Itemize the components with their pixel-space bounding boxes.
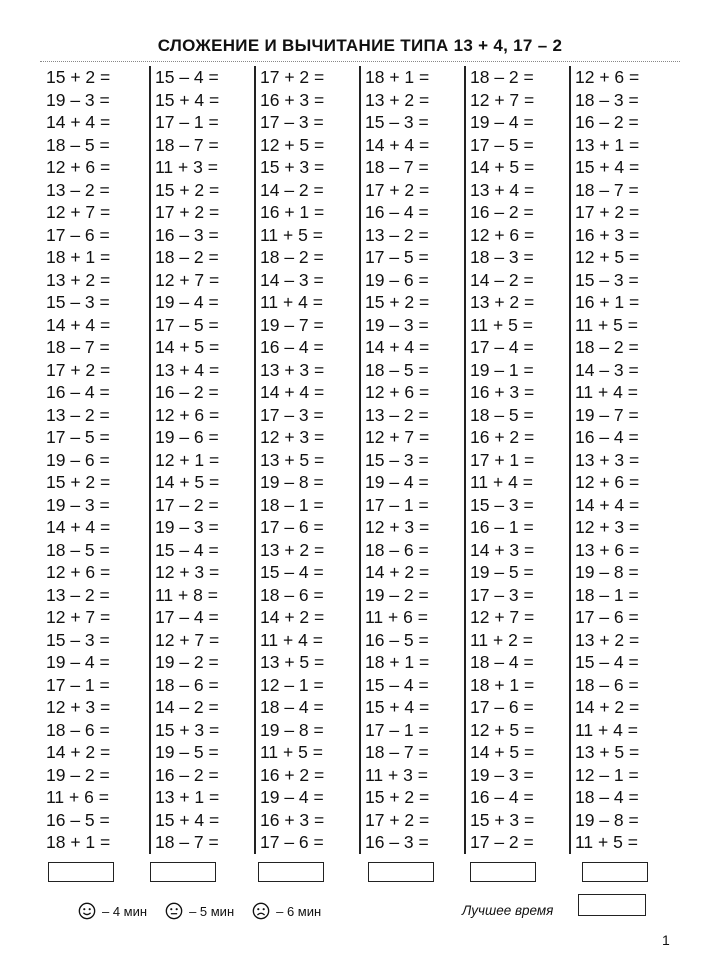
exercise-item: 18 – 4 = [470,652,534,672]
exercise-item: 12 + 5 = [575,247,640,267]
exercise-item: 16 + 3 = [260,89,325,110]
exercise-item: 18 – 3 = [575,89,639,110]
exercise-item: 14 + 4 = [46,112,111,132]
exercise-item: 18 – 5 = [46,539,110,560]
exercise-item: 13 + 1 = [575,134,640,155]
exercise-item: 15 – 4 = [155,539,219,560]
exercise-item: 18 – 4 = [260,697,324,717]
column-time-box-2[interactable] [150,862,216,882]
exercise-item: 19 – 8 = [260,472,324,492]
exercise-item: 16 – 4 = [46,382,110,402]
exercise-item: 18 – 4 = [575,787,639,807]
exercise-item: 17 + 2 = [575,202,640,222]
exercise-item: 17 – 6 = [260,517,324,537]
exercise-item: 18 – 6 = [46,719,110,740]
exercise-item: 15 – 4 = [575,652,639,672]
exercise-item: 14 + 2 = [365,562,430,582]
exercise-item: 14 + 4 = [46,517,111,537]
column-time-box-5[interactable] [470,862,536,882]
exercise-item: 19 – 4 = [365,472,429,492]
exercise-item: 12 + 3 = [365,517,430,537]
exercise-item: 11 + 5 = [260,742,323,762]
exercise-item: 15 – 4 = [155,67,219,87]
exercise-item: 12 + 6 = [575,472,640,492]
exercise-item: 16 – 2 = [575,112,639,132]
exercise-item: 14 – 2 = [470,269,534,290]
exercise-item: 19 – 5 = [470,562,534,582]
exercise-item: 18 – 5 = [46,134,110,155]
exercise-column-2 [149,66,254,854]
exercise-item: 18 – 2 = [575,337,639,357]
exercise-item: 18 – 7 = [46,337,110,357]
exercise-item: 13 + 5 = [260,449,325,470]
exercise-item: 19 – 3 = [365,314,429,335]
exercise-item: 18 – 3 = [470,247,534,267]
exercise-item: 16 – 3 = [155,224,219,245]
exercise-item: 13 + 2 = [575,629,640,650]
answer-boxes [0,862,720,884]
exercise-column-4 [359,66,464,854]
exercise-item: 13 + 1 = [155,787,220,807]
exercise-item: 14 + 2 = [260,607,325,627]
exercise-item: 19 – 7 = [260,314,324,335]
exercise-item: 12 + 5 = [470,719,535,740]
legend-text: – 5 мин [189,903,235,919]
column-time-box-1[interactable] [48,862,114,882]
exercise-column-6 [569,66,674,854]
exercise-item: 18 – 1 = [575,584,639,605]
exercise-item: 15 + 3 = [470,809,535,830]
exercise-item: 15 + 2 = [365,292,430,312]
exercise-item: 18 – 6 = [155,674,219,695]
exercise-item: 19 – 6 = [46,449,110,470]
exercise-item: 19 – 6 = [155,427,219,447]
exercise-item: 18 – 7 = [365,157,429,177]
exercise-item: 16 – 2 = [470,202,534,222]
exercise-item: 12 – 1 = [260,674,324,695]
exercise-item: 17 – 2 = [155,494,219,515]
exercise-item: 12 + 7 = [155,629,220,650]
exercise-item: 14 + 4 = [260,382,325,402]
exercise-item: 12 + 6 = [365,382,430,402]
exercise-item: 13 + 4 = [155,359,220,380]
exercise-item: 12 + 7 = [365,427,430,447]
time-legend [78,898,339,924]
exercise-item: 12 + 5 = [260,134,325,155]
exercise-item: 19 – 2 = [46,764,110,785]
exercise-item: 19 – 1 = [470,359,534,380]
exercise-item: 14 + 5 = [155,337,220,357]
exercise-item: 12 + 6 = [46,157,111,177]
legend-item-6min [252,902,321,920]
exercise-item: 13 – 2 = [365,404,429,425]
exercise-item: 18 + 1 = [46,247,111,267]
exercise-item: 18 – 2 = [155,247,219,267]
exercise-item: 17 – 1 = [365,719,429,740]
exercise-item: 12 + 6 = [155,404,220,425]
exercise-item: 11 + 4 = [575,719,638,740]
exercise-column-3 [254,66,359,854]
exercise-item: 17 – 6 = [260,832,324,852]
exercise-item: 17 – 1 = [155,112,219,132]
exercise-item: 15 + 2 = [46,67,111,87]
legend-text: – 4 мин [102,903,148,919]
exercise-item: 14 – 2 = [155,697,219,717]
legend-item-5min [165,902,234,920]
exercise-item: 15 + 4 = [575,157,640,177]
exercise-item: 12 + 6 = [46,562,111,582]
exercise-item: 19 – 3 = [155,517,219,537]
legend-text: – 6 мин [276,903,322,919]
sad-face-icon [252,902,270,920]
exercise-item: 13 + 2 = [46,269,111,290]
exercise-item: 15 + 2 = [155,179,220,200]
exercise-item: 17 – 5 = [470,134,534,155]
neutral-face-icon [165,902,183,920]
exercise-item: 19 – 4 = [470,112,534,132]
exercise-item: 13 – 2 = [365,224,429,245]
exercise-item: 12 + 3 = [260,427,325,447]
exercise-item: 15 + 4 = [155,89,220,110]
exercise-item: 15 – 3 = [46,292,110,312]
exercise-item: 13 – 2 = [46,584,110,605]
exercise-item: 13 + 3 = [260,359,325,380]
exercise-item: 13 + 3 = [575,449,640,470]
exercise-item: 14 + 5 = [155,472,220,492]
exercise-item: 18 + 1 = [470,674,535,695]
exercise-item: 11 + 5 = [575,314,638,335]
exercise-item: 19 – 6 = [365,269,429,290]
exercise-item: 18 – 6 = [365,539,429,560]
exercise-item: 19 – 3 = [46,494,110,515]
exercise-item: 18 – 2 = [260,247,324,267]
exercise-item: 12 + 3 = [46,697,111,717]
exercise-item: 15 – 3 = [470,494,534,515]
exercise-item: 16 – 5 = [46,809,110,830]
exercise-item: 13 + 2 = [260,539,325,560]
exercise-item: 17 + 2 = [155,202,220,222]
exercise-item: 17 – 3 = [260,112,324,132]
exercise-item: 13 + 6 = [575,539,640,560]
exercise-item: 16 – 2 = [155,764,219,785]
exercise-item: 17 + 2 = [365,809,430,830]
exercise-item: 18 – 1 = [260,494,324,515]
exercise-item: 13 – 2 = [46,404,110,425]
exercise-item: 15 – 4 = [260,562,324,582]
exercise-item: 15 + 4 = [155,809,220,830]
exercise-item: 12 + 6 = [575,67,640,87]
exercise-item: 12 + 7 = [470,607,535,627]
exercise-item: 12 – 1 = [575,764,639,785]
exercise-item: 16 + 3 = [260,809,325,830]
exercise-item: 15 + 2 = [46,472,111,492]
exercise-item: 19 – 8 = [575,809,639,830]
exercise-item: 16 – 2 = [155,382,219,402]
exercise-item: 15 – 3 = [46,629,110,650]
exercise-item: 14 + 4 = [46,314,111,335]
exercise-item: 18 – 5 = [365,359,429,380]
exercise-item: 19 – 4 = [260,787,324,807]
exercise-item: 16 + 1 = [260,202,325,222]
exercise-item: 18 – 6 = [260,584,324,605]
exercise-item: 15 + 3 = [260,157,325,177]
exercise-item: 17 – 2 = [470,832,534,852]
exercise-item: 13 – 2 = [46,179,110,200]
exercise-item: 12 + 7 = [46,202,111,222]
exercise-item: 17 + 2 = [365,179,430,200]
exercise-item: 17 – 3 = [470,584,534,605]
exercise-item: 18 + 1 = [365,652,430,672]
exercise-item: 11 + 8 = [155,584,218,605]
exercise-item: 12 + 1 = [155,449,220,470]
exercise-item: 16 – 1 = [470,517,534,537]
exercise-item: 15 + 2 = [365,787,430,807]
exercise-item: 14 + 4 = [365,337,430,357]
exercise-column-5 [464,66,569,854]
column-time-box-6[interactable] [582,862,648,882]
exercise-item: 15 – 3 = [365,112,429,132]
exercise-item: 17 – 4 = [470,337,534,357]
exercise-item: 16 – 4 = [470,787,534,807]
exercise-item: 19 – 3 = [46,89,110,110]
exercise-item: 19 – 8 = [260,719,324,740]
exercise-item: 18 + 1 = [46,832,111,852]
exercise-item: 15 – 4 = [365,674,429,695]
exercise-grid [44,66,674,854]
exercise-item: 16 + 2 = [260,764,325,785]
exercise-item: 14 + 5 = [470,157,535,177]
best-time-label: Лучшее время [462,903,554,918]
exercise-item: 14 – 3 = [260,269,324,290]
exercise-item: 17 + 1 = [470,449,535,470]
exercise-item: 14 + 4 = [365,134,430,155]
exercise-item: 17 – 1 = [46,674,110,695]
exercise-item: 16 + 3 = [575,224,640,245]
exercise-item: 15 – 3 = [575,269,639,290]
page-number: 1 [662,932,670,948]
exercise-item: 13 + 5 = [575,742,640,762]
exercise-item: 12 + 3 = [155,562,220,582]
column-time-box-4[interactable] [368,862,434,882]
exercise-item: 17 – 3 = [260,404,324,425]
exercise-item: 17 + 2 = [46,359,111,380]
exercise-item: 16 – 5 = [365,629,429,650]
exercise-item: 11 + 3 = [365,764,428,785]
exercise-item: 11 + 4 = [260,629,323,650]
exercise-item: 14 + 2 = [575,697,640,717]
exercise-item: 11 + 6 = [46,787,109,807]
exercise-item: 14 + 5 = [470,742,535,762]
exercise-item: 16 – 3 = [365,832,429,852]
best-time-box[interactable] [578,894,646,916]
exercise-item: 19 – 7 = [575,404,639,425]
smile-face-icon [78,902,96,920]
exercise-item: 17 – 5 = [365,247,429,267]
exercise-item: 12 + 7 = [470,89,535,110]
exercise-item: 11 + 5 = [575,832,638,852]
exercise-item: 17 + 2 = [260,67,325,87]
title-divider [40,61,680,62]
exercise-item: 11 + 2 = [470,629,533,650]
exercise-item: 13 + 4 = [470,179,535,200]
legend-item-4min [78,902,147,920]
exercise-item: 11 + 6 = [365,607,428,627]
exercise-item: 19 – 5 = [155,742,219,762]
exercise-item: 16 + 2 = [470,427,535,447]
exercise-item: 19 – 2 = [155,652,219,672]
exercise-item: 14 + 3 = [470,539,535,560]
exercise-item: 13 + 2 = [365,89,430,110]
exercise-item: 12 + 7 = [46,607,111,627]
exercise-item: 17 – 5 = [46,427,110,447]
exercise-item: 14 – 3 = [575,359,639,380]
exercise-item: 17 – 6 = [46,224,110,245]
exercise-item: 19 – 8 = [575,562,639,582]
exercise-item: 17 – 6 = [575,607,639,627]
exercise-item: 19 – 4 = [46,652,110,672]
exercise-item: 17 – 4 = [155,607,219,627]
exercise-item: 13 + 2 = [470,292,535,312]
exercise-item: 18 + 1 = [365,67,430,87]
exercise-item: 11 + 4 = [470,472,533,492]
exercise-item: 12 + 3 = [575,517,640,537]
exercise-column-1 [44,66,149,854]
exercise-item: 12 + 6 = [470,224,535,245]
exercise-item: 18 – 7 = [155,832,219,852]
exercise-item: 15 + 4 = [365,697,430,717]
exercise-item: 18 – 2 = [470,67,534,87]
exercise-item: 19 – 3 = [470,764,534,785]
exercise-item: 19 – 4 = [155,292,219,312]
exercise-item: 11 + 5 = [470,314,533,335]
exercise-item: 11 + 4 = [575,382,638,402]
exercise-item: 11 + 4 = [260,292,323,312]
page-title: СЛОЖЕНИЕ И ВЫЧИТАНИЕ ТИПА 13 + 4, 17 – 2 [157,36,563,55]
exercise-item: 16 – 4 = [575,427,639,447]
exercise-item: 18 – 6 = [575,674,639,695]
exercise-item: 18 – 7 = [575,179,639,200]
exercise-item: 19 – 2 = [365,584,429,605]
exercise-item: 11 + 5 = [260,224,323,245]
exercise-item: 16 + 3 = [470,382,535,402]
exercise-item: 17 – 6 = [470,697,534,717]
exercise-item: 16 + 1 = [575,292,640,312]
exercise-item: 17 – 5 = [155,314,219,335]
exercise-item: 18 – 7 = [365,742,429,762]
exercise-item: 11 + 3 = [155,157,218,177]
exercise-item: 15 + 3 = [155,719,220,740]
exercise-item: 14 + 4 = [575,494,640,515]
exercise-item: 14 – 2 = [260,179,324,200]
exercise-item: 18 – 5 = [470,404,534,425]
column-time-box-3[interactable] [258,862,324,882]
exercise-item: 16 – 4 = [365,202,429,222]
exercise-item: 13 + 5 = [260,652,325,672]
exercise-item: 16 – 4 = [260,337,324,357]
exercise-item: 18 – 7 = [155,134,219,155]
exercise-item: 12 + 7 = [155,269,220,290]
exercise-item: 14 + 2 = [46,742,111,762]
exercise-item: 17 – 1 = [365,494,429,515]
exercise-item: 15 – 3 = [365,449,429,470]
